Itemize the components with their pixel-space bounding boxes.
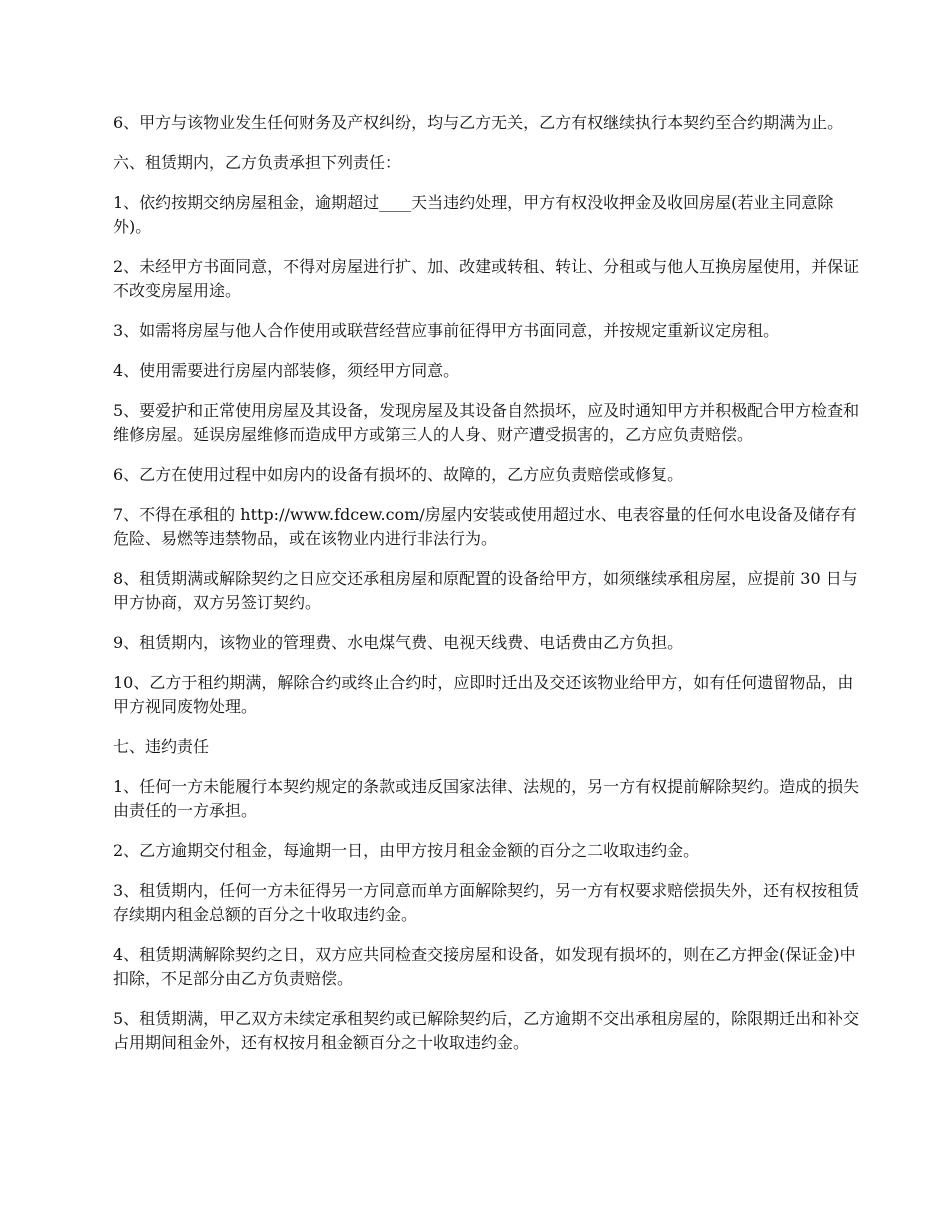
clause-late-payment-penalty: 2、乙方逾期交付租金，每逾期一日，由甲方按月租金金额的百分之二收取违约金。	[113, 841, 700, 860]
clause-renovation: 4、使用需要进行房屋内部装修，须经甲方同意。	[113, 361, 460, 380]
clause-unilateral-termination: 3、租赁期内，任何一方未征得另一方同意而单方面解除契约，另一方有权要求赔偿损失外，还有权按租赁存续期内租金总额的百分之十收取违约金。	[113, 881, 860, 924]
clause-lease-end-return: 8、租赁期满或解除契约之日应交还承租房屋和原配置的设备给甲方，如须继续承租房屋，应提前 30 日与甲方协商，双方另签订契约。	[113, 569, 858, 612]
clause-tenant-disputes-landlord: 6、甲方与该物业发生任何财务及产权纠纷，均与乙方无关，乙方有权继续执行本契约至合约期满为止。	[113, 113, 844, 132]
clause-utility-fees: 9、租赁期内，该物业的管理费、水电煤气费、电视天线费、电话费由乙方负担。	[113, 633, 684, 652]
clause-rent-payment: 1、依约按期交纳房屋租金，逾期超过____天当违约处理，甲方有权没收押金及收回房屋(若业主同意除外)。	[113, 193, 834, 236]
clause-overdue-vacating: 5、租赁期满，甲乙双方未续定承租契约或已解除契约后，乙方逾期不交出承租房屋的，除限期迁出和补交占用期间租金外，还有权按月租金额百分之十收取违约金。	[113, 1009, 860, 1052]
clause-joint-use: 3、如需将房屋与他人合作使用或联营经营应事前征得甲方书面同意，并按规定重新议定房租。	[113, 321, 780, 340]
clause-no-alteration-sublet: 2、未经甲方书面同意，不得对房屋进行扩、加、改建或转租、转让、分租或与他人互换房屋使用，并保证不改变房屋用途。	[113, 257, 860, 300]
section-heading-tenant-responsibilities: 六、租赁期内，乙方负责承担下列责任：	[113, 153, 402, 172]
clause-equipment-damage: 6、乙方在使用过程中如房内的设备有损坏的、故障的，乙方应负责赔偿或修复。	[113, 465, 684, 484]
clause-breach-termination: 1、任何一方未能履行本契约规定的条款或违反国家法律、法规的，另一方有权提前解除契约。造成的损失由责任的一方承担。	[113, 777, 860, 820]
clause-prohibited-items: 7、不得在承租的 http://www.fdcew.com/房屋内安装或使用超过水、电表容量的任何水电设备及储存有危险、易燃等违禁物品，或在该物业内进行非法行为。	[113, 505, 857, 548]
clause-handover-inspection: 4、租赁期满解除契约之日，双方应共同检查交接房屋和设备，如发现有损坏的，则在乙方押金(保证金)中扣除，不足部分由乙方负责赔偿。	[113, 945, 856, 988]
section-heading-liability: 七、违约责任	[113, 737, 210, 756]
clause-vacate-property: 10、乙方于租约期满，解除合约或终止合约时，应即时迁出及交还该物业给甲方，如有任何遗留物品，由甲方视同废物处理。	[113, 673, 854, 716]
clause-maintenance: 5、要爱护和正常使用房屋及其设备，发现房屋及其设备自然损坏，应及时通知甲方并积极配合甲方检查和维修房屋。延误房屋维修而造成甲方或第三人的人身、财产遭受损害的，乙方应负责赔偿。	[113, 401, 860, 444]
